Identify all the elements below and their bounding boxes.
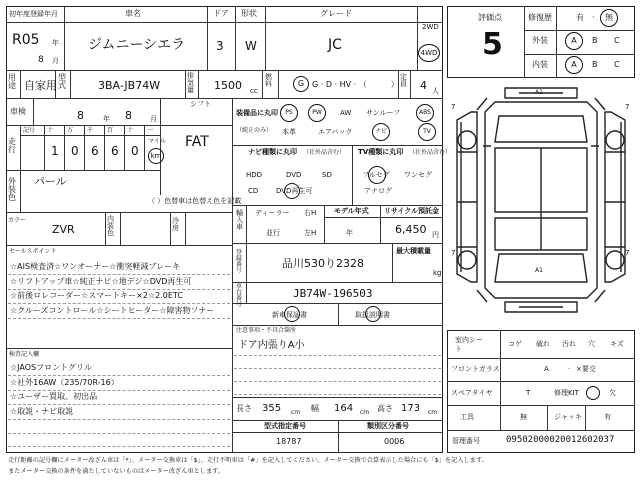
grade-label: グレード bbox=[320, 9, 352, 18]
note-item: ☆取説・ナビ取説 bbox=[10, 406, 74, 416]
grade: JC bbox=[328, 37, 342, 53]
diag-label-4: 7 bbox=[625, 249, 630, 257]
import-label: 輸入車 bbox=[236, 209, 243, 231]
mileage-header: 一 bbox=[147, 127, 154, 134]
tv-sub: （社外品含む） bbox=[409, 149, 452, 156]
inspection-year-unit: 年 bbox=[103, 115, 110, 123]
fuel-g: G bbox=[293, 76, 309, 92]
warranty-circle bbox=[284, 306, 300, 322]
type-num-label: 型式指定番号 bbox=[264, 422, 306, 430]
mileage-digit: 6 bbox=[111, 144, 119, 158]
diag-label-a1-top: A1 bbox=[535, 89, 543, 96]
mileage-header: 百 bbox=[107, 127, 114, 134]
import-right: 右H bbox=[304, 209, 317, 217]
use-label: 用途 bbox=[8, 73, 16, 90]
equipment-item: AW bbox=[340, 109, 352, 117]
height-unit: cm bbox=[428, 409, 438, 416]
length: 355 bbox=[262, 403, 282, 414]
equipment-item: サンルーフ bbox=[366, 109, 401, 117]
model-year: 年 bbox=[346, 229, 353, 237]
doors: 3 bbox=[216, 39, 224, 53]
displacement-unit: cc bbox=[250, 87, 258, 95]
spare-kit: 修理KIT bbox=[554, 389, 579, 397]
sales-point-item: ☆リフトアップ車☆純正ナビ☆地デジ☆DVD再生可 bbox=[10, 276, 192, 286]
inspection-month-unit: 月 bbox=[150, 115, 157, 123]
car-name: ジムニーシエラ bbox=[88, 37, 186, 53]
shift-label: シフト bbox=[190, 100, 211, 108]
mileage-digit: 1 bbox=[51, 144, 59, 158]
exterior-grade-label: 外装 bbox=[532, 36, 548, 45]
nav-sub: （社外品含む） bbox=[303, 149, 346, 156]
fuel-options: G · D · HV · （ ） bbox=[312, 80, 399, 89]
score-label: 評価点 bbox=[478, 13, 502, 22]
max-load-unit: kg bbox=[433, 269, 442, 277]
length-unit: cm bbox=[291, 409, 301, 416]
mileage-divider bbox=[104, 125, 105, 170]
nav-item: DVD再生可 bbox=[276, 187, 313, 195]
diag-label-1: 7 bbox=[451, 103, 456, 111]
width: 164 bbox=[334, 403, 354, 414]
exterior-color-label: 外装色 bbox=[8, 177, 16, 202]
repair-no: 無 bbox=[600, 9, 618, 27]
width-unit: cm bbox=[360, 409, 370, 416]
displacement: 1500 bbox=[214, 79, 242, 92]
mileage-digit: 6 bbox=[91, 144, 99, 158]
equipment-item: エアバック bbox=[318, 128, 353, 136]
reg-year: R05 bbox=[12, 32, 40, 48]
sales-rule bbox=[8, 274, 230, 275]
nav-item: DVD bbox=[286, 171, 302, 179]
equipment-item: PW bbox=[308, 104, 326, 122]
note-rule bbox=[8, 390, 230, 391]
inspection-year: 8 bbox=[77, 109, 84, 122]
exterior-grade-b: B bbox=[592, 36, 598, 45]
equipment-item: 本革 bbox=[282, 128, 296, 136]
mileage-digit: 0 bbox=[71, 144, 79, 158]
type-num: 18787 bbox=[276, 437, 302, 446]
seat-item: 破れ bbox=[536, 340, 550, 348]
tv-title: TV種類に丸印 bbox=[358, 148, 404, 156]
interior-grade-a: A bbox=[565, 56, 583, 74]
interior-grade-label: 内装 bbox=[532, 60, 548, 69]
import-parallel: 並行 bbox=[266, 229, 280, 237]
jack-value: 有 bbox=[604, 413, 611, 421]
sales-rule bbox=[8, 318, 230, 319]
equipment-item: PS bbox=[280, 104, 298, 122]
attention-text: ドア内張りA小 bbox=[238, 340, 305, 351]
recycle-unit: 円 bbox=[432, 231, 439, 239]
mileage-divider bbox=[144, 125, 145, 170]
glass-a: A bbox=[544, 365, 549, 373]
car-damage-diagram bbox=[447, 82, 635, 322]
color-code-label: カラー bbox=[8, 217, 27, 224]
displacement-label: 排気量 bbox=[187, 72, 194, 94]
nav-dvd-circle bbox=[284, 183, 300, 199]
import-left: 左H bbox=[304, 229, 317, 237]
capacity: 4 bbox=[420, 79, 427, 92]
width-label: 幅 bbox=[311, 404, 319, 413]
diag-label-a1-bottom: A1 bbox=[535, 267, 543, 274]
spare-missing: 欠 bbox=[609, 389, 616, 397]
jack-label: ジャッキ bbox=[554, 413, 582, 421]
equipment-item: ABS bbox=[416, 104, 434, 122]
mileage-digit: 0 bbox=[131, 144, 139, 158]
notes-label: 検査記入欄 bbox=[9, 351, 40, 358]
recycle-value: 6,450 bbox=[395, 223, 427, 236]
nav-item: CD bbox=[248, 187, 259, 195]
tools-value: 無 bbox=[520, 413, 527, 421]
seat-item: コゲ bbox=[508, 340, 522, 348]
color-code: ZVR bbox=[52, 223, 75, 236]
shape-label: 形状 bbox=[241, 9, 257, 18]
sales-rule bbox=[8, 303, 230, 304]
nav-title: ナビ種類に丸印 bbox=[248, 148, 297, 156]
length-label: 長さ bbox=[236, 404, 252, 413]
mileage-header: 千 bbox=[87, 127, 94, 134]
glass-replace: ×要交 bbox=[576, 365, 596, 373]
manual-circle bbox=[365, 306, 381, 322]
tools-label: 工具 bbox=[460, 413, 474, 421]
reg-year-unit: 年 bbox=[52, 39, 59, 47]
sales-point-item: ☆AIS検査済☆ワンオーナー☆衝突軽減ブレーキ bbox=[10, 262, 181, 271]
class-num: 0006 bbox=[384, 437, 405, 446]
exterior-grade-a: A bbox=[565, 32, 583, 50]
repair-label: 修復歴 bbox=[528, 13, 552, 22]
sales-rule bbox=[8, 289, 230, 290]
mile-label: マイル bbox=[148, 138, 166, 145]
footer-line-1: 走行距離の記号欄にメーター改ざん車は「*」、メーター交換車は「$」、走行不明車は「#」を記入してください。メーター交換で合算表示した場合にも「$」を記入します。 bbox=[8, 457, 488, 464]
reg-month: 8 bbox=[38, 55, 44, 65]
nav-item: SD bbox=[322, 171, 332, 179]
new-warranty: 新車保証書 bbox=[272, 311, 307, 319]
repair-dot: · bbox=[592, 13, 595, 22]
glass-dot: · bbox=[568, 365, 571, 373]
note-item: ☆社外16AW（235/70R-16） bbox=[10, 377, 119, 387]
seat-item: 汚れ bbox=[562, 340, 576, 348]
note-rule bbox=[8, 419, 230, 420]
note-rule bbox=[8, 433, 230, 434]
drive-2wd: 2WD bbox=[422, 23, 439, 31]
mileage-divider bbox=[64, 125, 65, 170]
footer-line-2: またメーター交換の条件を満たしていないものはメーター改ざん車とします。 bbox=[8, 468, 225, 475]
equipment-item: ナビ bbox=[372, 123, 390, 141]
color-change-note: （ ）色替車は色替え色を記載 bbox=[148, 197, 242, 205]
max-load-label: 最大積載量 bbox=[396, 247, 431, 255]
doors-label: ドア bbox=[213, 9, 229, 18]
mileage-divider bbox=[124, 125, 125, 170]
fuel-label: 燃料 bbox=[265, 73, 272, 88]
equipment-label: 装備品に丸印 bbox=[236, 109, 278, 117]
diag-label-3: 7 bbox=[451, 249, 456, 257]
spare-circle bbox=[586, 386, 600, 400]
capacity-label: 定員 bbox=[400, 73, 407, 88]
plate: 品川530り2328 bbox=[282, 257, 364, 270]
shape: W bbox=[245, 39, 257, 53]
frame: JB74W-196503 bbox=[293, 287, 373, 300]
seat-item: キズ bbox=[610, 340, 624, 348]
manage-value: 09502000020012602037 bbox=[506, 435, 615, 445]
equipment-item: TV bbox=[418, 123, 436, 141]
import-dealer: ディーラー bbox=[255, 209, 290, 217]
reg-year-label: 初年度登録年月 bbox=[9, 10, 58, 18]
frame-label: 車台番号 bbox=[236, 283, 243, 308]
exterior-grade-c: C bbox=[614, 36, 620, 45]
sales-point-item: ☆前後ロレコーダー☆スマートキー×2☆2.0ETC bbox=[10, 291, 183, 300]
seat-item: 穴 bbox=[588, 340, 595, 348]
interior-color-label: 内装色 bbox=[107, 215, 114, 237]
attention-label: 注意事項・不具合箇所 bbox=[236, 327, 297, 334]
tv-item: アナログ bbox=[364, 187, 392, 195]
capacity-unit: 人 bbox=[432, 87, 439, 95]
seat-label: 室内シート bbox=[455, 336, 483, 354]
sales-points-label: セールスポイント bbox=[9, 248, 57, 255]
km-circle: km bbox=[148, 148, 164, 164]
model-year-label: モデル年式 bbox=[334, 207, 369, 215]
model-value: 3BA-JB74W bbox=[98, 79, 161, 92]
mileage-divider bbox=[84, 125, 85, 170]
interior-grade-c: C bbox=[614, 60, 620, 69]
class-num-label: 類別区分番号 bbox=[367, 422, 409, 430]
shift: FAT bbox=[185, 134, 209, 150]
interior-grade-b: B bbox=[592, 60, 598, 69]
equipment-sublabel: （純正のみ） bbox=[236, 127, 273, 134]
manual: 取扱説明書 bbox=[355, 311, 390, 319]
sales-point-item: ☆クルーズコントロール☆シートヒーター☆障害物ソナー bbox=[10, 305, 215, 315]
score-value: 5 bbox=[482, 27, 503, 62]
mileage-header: 万 bbox=[67, 127, 74, 134]
use-value: 自家用 bbox=[24, 79, 57, 92]
nav-item: HDD bbox=[246, 171, 263, 179]
glass-label: フロントガラス bbox=[451, 365, 500, 373]
mileage-header: 記号 bbox=[23, 127, 36, 134]
recycle-label: リサイクル預託金 bbox=[384, 207, 440, 215]
height-label: 高さ bbox=[377, 404, 393, 413]
inspection-month: 8 bbox=[125, 109, 132, 122]
repair-yes: 有 bbox=[576, 13, 584, 22]
note-rule bbox=[8, 446, 230, 447]
mileage-label: 走行 bbox=[8, 137, 16, 154]
inspection-label: 車検 bbox=[10, 107, 26, 116]
tv-item: ワンセグ bbox=[404, 171, 432, 179]
tv-item: フルセグ bbox=[362, 171, 390, 179]
height: 173 bbox=[401, 403, 421, 414]
car-name-label: 車名 bbox=[125, 9, 141, 18]
model-label: 型式 bbox=[58, 73, 66, 90]
note-rule bbox=[8, 375, 230, 376]
note-item: ☆JAOSフロントグリル bbox=[10, 363, 92, 372]
drive-4wd: 4WD bbox=[418, 44, 440, 62]
note-rule bbox=[8, 404, 230, 405]
exterior-color: パール bbox=[34, 175, 67, 188]
mileage-divider bbox=[44, 125, 45, 170]
recycle-label-left: 冷房 bbox=[172, 217, 179, 232]
manage-label: 管理番号 bbox=[452, 437, 480, 445]
plate-label: 登録番号 bbox=[236, 249, 243, 274]
note-item: ☆ユーザー買取、初出品 bbox=[10, 392, 98, 401]
spare-label: スペアタイヤ bbox=[451, 389, 493, 397]
reg-month-unit: 月 bbox=[52, 57, 59, 65]
mileage-header: 十 bbox=[127, 127, 134, 134]
mileage-header: 十 bbox=[47, 127, 54, 134]
tv-fullseg-circle bbox=[368, 166, 386, 184]
spare-t: T bbox=[526, 389, 531, 397]
diag-label-2: 7 bbox=[625, 103, 630, 111]
